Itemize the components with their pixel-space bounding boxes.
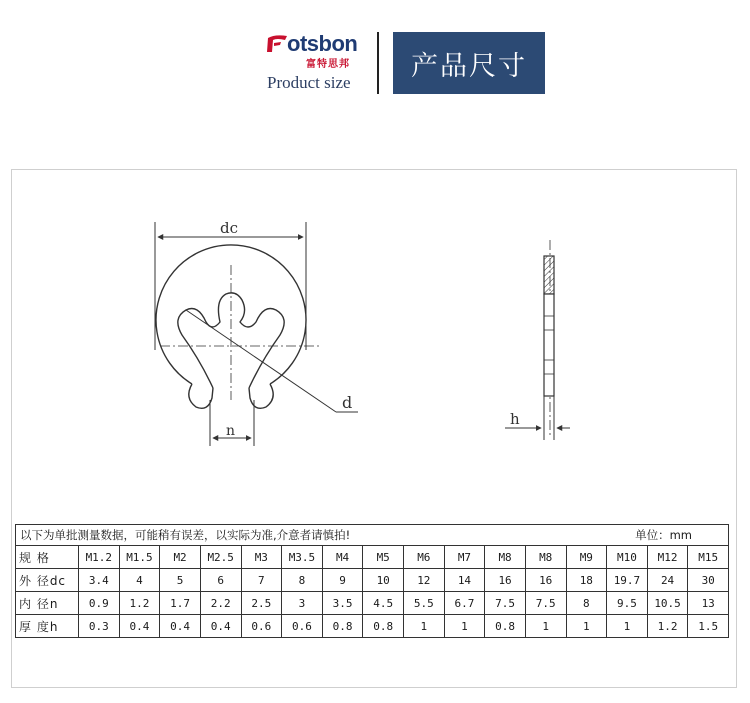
table-cell: 16 [485,569,526,592]
spec-table [15,524,729,638]
table-cell: 0.4 [119,615,160,638]
table-cell: 5.5 [404,592,445,615]
table-cell: M6 [404,546,445,569]
table-cell: 1.2 [647,615,688,638]
table-cell: 0.4 [200,615,241,638]
table-cell: M15 [688,546,729,569]
table-cell: 14 [444,569,485,592]
row-header: 内 径n [16,592,79,615]
section-title: 产品尺寸 [393,32,545,94]
table-cell: M7 [444,546,485,569]
table-cell: 0.3 [79,615,120,638]
table-cell: M4 [322,546,363,569]
table-cell: 6.7 [444,592,485,615]
row-header: 外 径dc [16,569,79,592]
spec-row-inner-diameter [16,592,729,615]
table-cell: M2 [160,546,201,569]
unit-label: 单位：mm [635,528,692,542]
table-cell: 4 [119,569,160,592]
row-header: 厚 度h [16,615,79,638]
table-cell: M3.5 [282,546,323,569]
table-cell: 0.8 [485,615,526,638]
table-cell: M1.5 [119,546,160,569]
table-note: 以下为单批测量数据，可能稍有误差，以实际为准,介意者请慎拍! [20,528,351,542]
brand-name-cn: 富特思邦 [306,59,350,70]
table-cell: 7 [241,569,282,592]
note-row [16,525,729,546]
table-cell: M8 [485,546,526,569]
label-n: n [226,423,236,439]
spec-row-thickness [16,615,729,638]
table-cell: 1.7 [160,592,201,615]
table-cell: 4.5 [363,592,404,615]
table-cell: 1.5 [688,615,729,638]
table-cell: 2.2 [200,592,241,615]
table-cell: 7.5 [525,592,566,615]
table-cell: 8 [566,592,607,615]
table-cell: 3.4 [79,569,120,592]
table-cell: 10.5 [647,592,688,615]
table-cell: 1 [404,615,445,638]
table-cell: 1 [566,615,607,638]
table-cell: 0.9 [79,592,120,615]
row-header: 规 格 [16,546,79,569]
table-cell: 16 [525,569,566,592]
table-cell: 7.5 [485,592,526,615]
brand-name: otsbon [287,31,358,56]
table-cell: 9 [322,569,363,592]
table-cell: M9 [566,546,607,569]
table-cell: 0.8 [322,615,363,638]
table-cell: M3 [241,546,282,569]
table-cell: 1 [444,615,485,638]
table-cell: M10 [607,546,648,569]
table-cell: 1.2 [119,592,160,615]
table-cell: 0.8 [363,615,404,638]
table-cell: 12 [404,569,445,592]
table-cell: 8 [282,569,323,592]
table-cell: M1.2 [79,546,120,569]
table-cell: 1 [525,615,566,638]
table-cell: M12 [647,546,688,569]
spec-row-size [16,546,729,569]
table-cell: 2.5 [241,592,282,615]
table-cell: 1 [607,615,648,638]
table-cell: 0.6 [282,615,323,638]
table-cell: M8 [525,546,566,569]
table-cell: 0.4 [160,615,201,638]
table-cell: M2.5 [200,546,241,569]
table-cell: 3.5 [322,592,363,615]
table-cell: 24 [647,569,688,592]
table-cell: 13 [688,592,729,615]
table-cell: 9.5 [607,592,648,615]
e-ring-front-view [155,222,358,446]
spec-row-outer-diameter [16,569,729,592]
table-cell: 3 [282,592,323,615]
table-cell: 10 [363,569,404,592]
label-d: d [342,393,353,412]
table-cell: 6 [200,569,241,592]
table-cell: 18 [566,569,607,592]
table-cell: 30 [688,569,729,592]
header-subtitle: Product size [267,73,351,92]
table-cell: 19.7 [607,569,648,592]
table-cell: M5 [363,546,404,569]
table-cell: 0.6 [241,615,282,638]
label-h: h [510,410,520,428]
table-cell: 5 [160,569,201,592]
label-dc: dc [220,219,239,237]
